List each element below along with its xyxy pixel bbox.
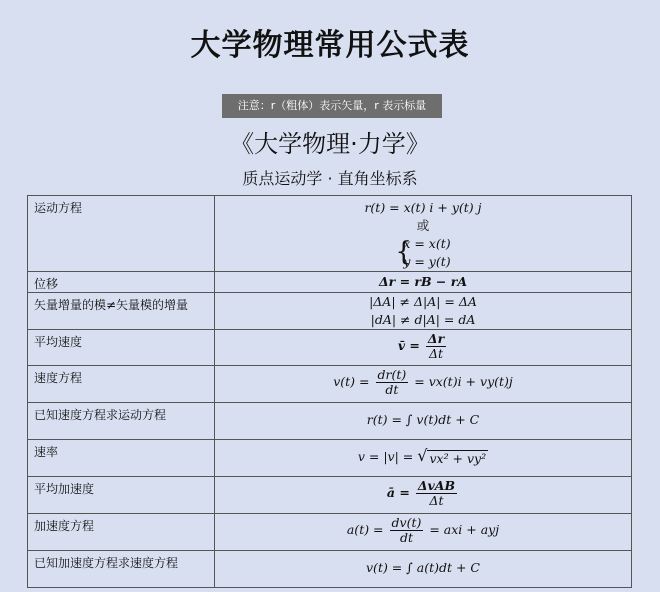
formula-text: v̄ = (397, 338, 420, 353)
formula-line (215, 332, 631, 361)
row-name: 加速度方程 (28, 514, 215, 551)
row-name: 平均加速度 (28, 477, 215, 514)
table-row (28, 330, 632, 366)
table-row (28, 477, 632, 514)
fraction (376, 368, 409, 397)
formula-cell (215, 514, 632, 551)
numerator: Δr (427, 331, 445, 346)
section-title: 《大学物理·力学》 (230, 130, 430, 158)
table-row (28, 293, 632, 330)
denominator: dt (385, 382, 399, 397)
formula-text: |dA| ≠ d|A| = dA (370, 312, 476, 327)
formula-text: r(t) = ∫ v(t)dt + C (366, 412, 480, 427)
row-name: 矢量增量的模≠矢量模的增量 (28, 293, 215, 330)
formula-text: |ΔA| ≠ Δ|A| = ΔA (369, 294, 477, 309)
fraction (416, 479, 457, 508)
formula-text: v(t) = ∫ a(t)dt + C (366, 560, 480, 575)
brace-glyph: { (395, 237, 412, 267)
formula-text: = axi + ayj (429, 522, 500, 537)
formula-cell (215, 477, 632, 514)
row-name: 运动方程 (28, 196, 215, 272)
row-name: 速率 (28, 440, 215, 477)
formula-text: v(t) = (333, 374, 370, 389)
sub-title: 质点运动学 · 直角坐标系 (242, 169, 418, 188)
formula-text: y = y(t) (403, 254, 451, 269)
formula-text: 或 (416, 218, 430, 233)
formula-text: Δr = rB − rA (378, 274, 468, 289)
formula-cell (215, 196, 632, 272)
notation-note: 注意：r（粗体）表示矢量，r 表示标量 (222, 94, 442, 118)
formula-table (27, 195, 632, 588)
formula-line (215, 516, 631, 545)
denominator: dt (399, 530, 413, 545)
sqrt-glyph: √ (417, 446, 428, 465)
denominator: Δt (429, 493, 444, 508)
formula-cell (215, 366, 632, 403)
table-row (28, 403, 632, 440)
row-name: 位移 (28, 272, 215, 293)
fraction (426, 332, 446, 361)
numerator: dr(t) (377, 367, 407, 382)
formula-text: = vx(t)i + vy(t)j (414, 374, 513, 389)
row-name: 已知加速度方程求速度方程 (28, 551, 215, 588)
row-name: 已知速度方程求运动方程 (28, 403, 215, 440)
formula-text: ā = (386, 485, 410, 500)
equation-system (395, 235, 450, 271)
formula-cell (215, 551, 632, 588)
table-row (28, 272, 632, 293)
numerator: ΔvAB (417, 478, 456, 493)
formula-cell (215, 440, 632, 477)
numerator: dv(t) (391, 515, 422, 530)
formula-text: x = x(t) (403, 236, 451, 251)
formula-cell (215, 330, 632, 366)
fraction (390, 516, 424, 545)
formula-cell (215, 272, 632, 293)
formula-text: v = |v| = (357, 449, 414, 464)
table-row (28, 551, 632, 588)
row-name: 速度方程 (28, 366, 215, 403)
formula-line (215, 446, 631, 466)
formula-cell (215, 403, 632, 440)
formula-text: r(t) = x(t) i + y(t) j (364, 200, 482, 215)
table-row (28, 440, 632, 477)
page-title: 大学物理常用公式表 (190, 28, 470, 63)
row-name: 平均速度 (28, 330, 215, 366)
table-row (28, 366, 632, 403)
formula-cell (215, 293, 632, 330)
sqrt-content: vx² + vy² (429, 450, 487, 466)
formula-line (215, 479, 631, 508)
table-row (28, 196, 632, 272)
formula-line (215, 368, 631, 397)
denominator: Δt (429, 346, 444, 361)
table-row (28, 514, 632, 551)
formula-text: a(t) = (346, 522, 384, 537)
